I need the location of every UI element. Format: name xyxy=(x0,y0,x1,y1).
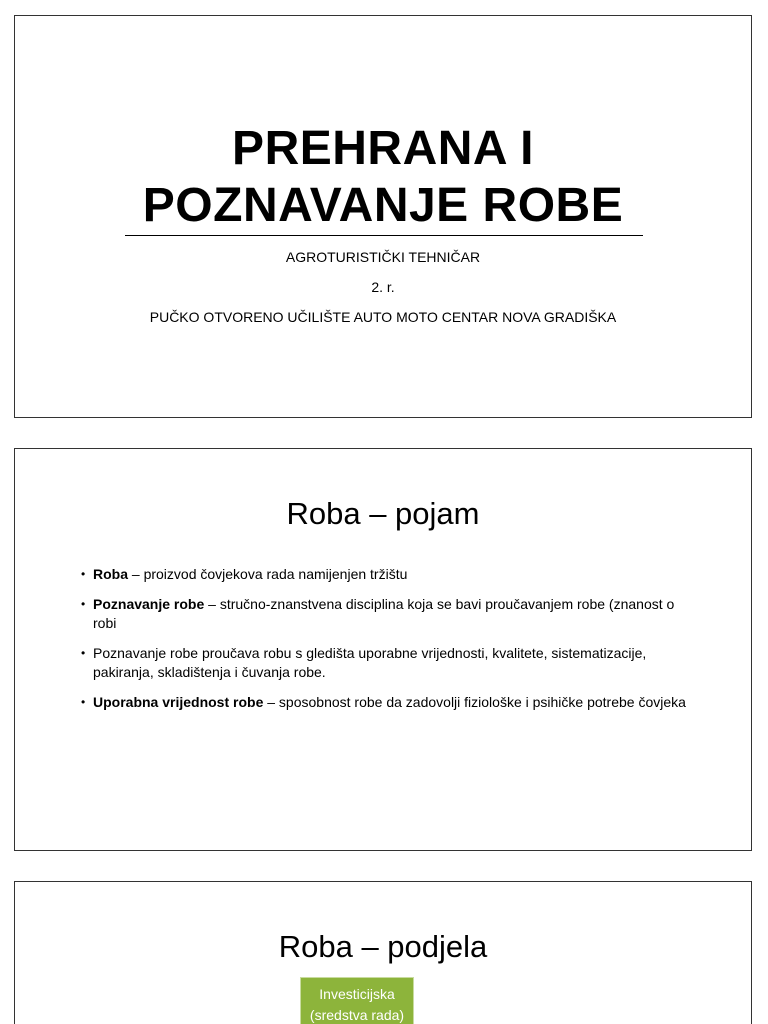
title-line-1: PREHRANA I xyxy=(232,122,534,175)
subtitle-institution: PUČKO OTVORENO UČILIŠTE AUTO MOTO CENTAR NOVA GRADIŠKA xyxy=(149,309,617,325)
bullet-term: Roba xyxy=(93,566,128,582)
category-box-investicijska xyxy=(300,977,414,1024)
slide-heading: Roba – pojam xyxy=(286,496,480,531)
presentation-title xyxy=(15,120,751,234)
bullet-text: Poznavanje robe proučava robu s gledišta uporabne vrijednosti, kvalitete, sistematizacije, pakiranja, skladištenja i čuvanja robe. xyxy=(93,645,647,680)
bullet-icon: • xyxy=(81,567,86,581)
slide-title xyxy=(14,15,752,418)
bullet-text: – stručno-znanstvena disciplina koja se bavi proučavanjem robe (znanost o robi xyxy=(93,596,675,631)
bullet-icon: • xyxy=(81,695,86,709)
bullet-icon: • xyxy=(81,597,86,611)
bullet-list xyxy=(81,565,701,723)
bullet-item xyxy=(81,595,701,633)
bullet-text: – sposobnost robe da zadovolji fiziološke i psihičke potrebe čovjeka xyxy=(263,694,686,710)
box-label-line-1: Investicijska xyxy=(319,986,395,1002)
slide-roba-podjela xyxy=(14,881,752,1024)
subtitle-program: AGROTURISTIČKI TEHNIČAR xyxy=(285,249,481,265)
bullet-term: Poznavanje robe xyxy=(93,596,205,612)
bullet-item xyxy=(81,644,701,682)
bullet-item xyxy=(81,565,701,584)
slide-roba-pojam xyxy=(14,448,752,851)
title-line-2: POZNAVANJE ROBE xyxy=(142,179,624,232)
bullet-item xyxy=(81,693,701,712)
bullet-icon: • xyxy=(81,646,86,660)
subtitle-year: 2. r. xyxy=(371,279,395,295)
slide-heading: Roba – podjela xyxy=(278,929,488,964)
bullet-text: – proizvod čovjekova rada namijenjen tržištu xyxy=(128,566,408,582)
box-label-line-2: (sredstva rada) xyxy=(309,1007,405,1023)
title-divider xyxy=(125,235,643,236)
bullet-term: Uporabna vrijednost robe xyxy=(93,694,264,710)
